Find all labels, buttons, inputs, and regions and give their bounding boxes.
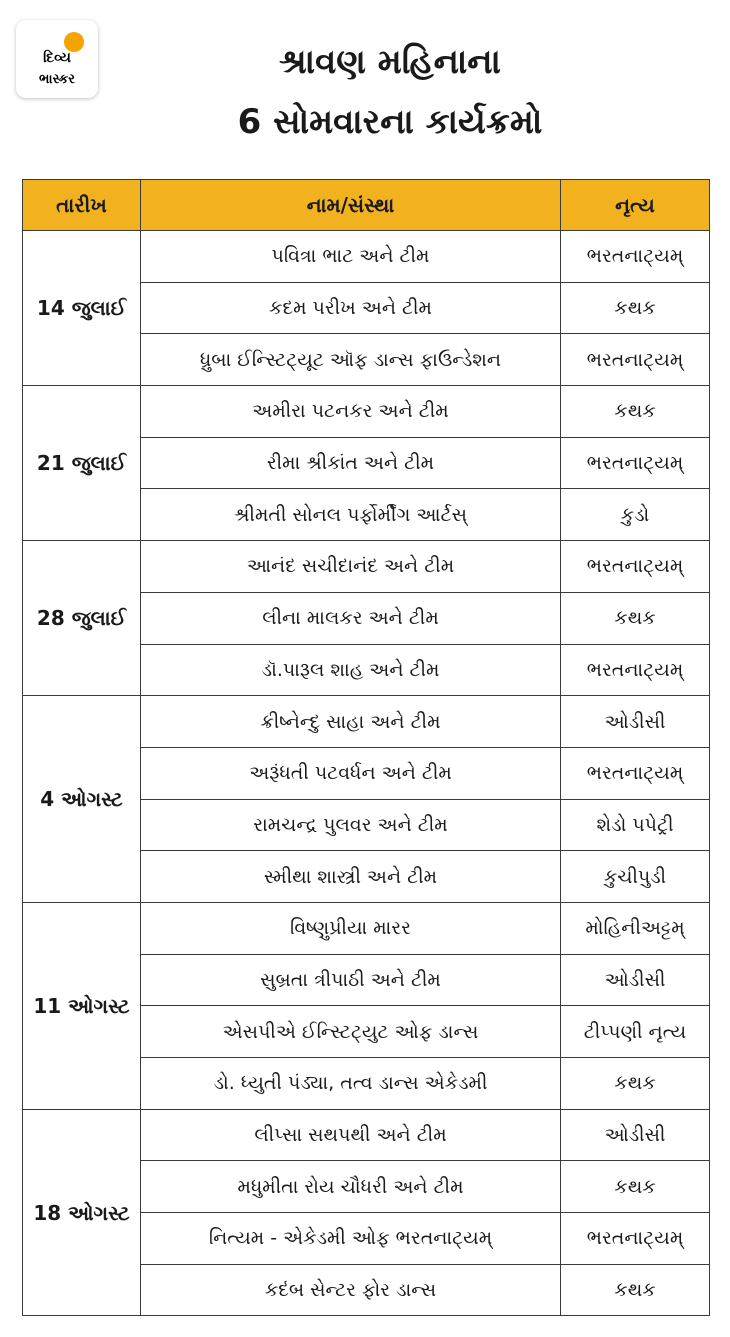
dance-cell: કથક — [561, 386, 710, 438]
dance-cell: ભરતનાટ્યમ્ — [561, 747, 710, 799]
performer-cell: ડો. ધ્યુતી પંડ્યા, તત્વ ડાન્સ એકેડમી — [141, 1058, 561, 1110]
performer-cell: મધુમીતા રોય ચૌધરી અને ટીમ — [141, 1161, 561, 1213]
performer-cell: અરૂંધતી પટવર્ધન અને ટીમ — [141, 747, 561, 799]
dance-cell: ભરતનાટ્યમ્ — [561, 644, 710, 696]
performer-cell: લીના માલકર અને ટીમ — [141, 592, 561, 644]
dance-cell: કથક — [561, 1161, 710, 1213]
date-cell: 11 ઓગસ્ટ — [23, 902, 141, 1109]
performer-cell: સ્મીથા શાસ્ત્રી અને ટીમ — [141, 851, 561, 903]
header-dance: નૃત્ય — [561, 180, 710, 231]
dance-cell: શેડો પપેટ્રી — [561, 799, 710, 851]
dance-cell: ભરતનાટ્યમ્ — [561, 437, 710, 489]
date-cell: 4 ઓગસ્ટ — [23, 696, 141, 903]
performer-cell: સુબ્રતા ત્રીપાઠી અને ટીમ — [141, 954, 561, 1006]
performer-cell: કદંબ સેન્ટર ફોર ડાન્સ — [141, 1264, 561, 1316]
dance-cell: કુડો — [561, 489, 710, 541]
performer-cell: પવિત્રા ભાટ અને ટીમ — [141, 231, 561, 283]
title-line-2: 6 સોમવારના કાર્યક્રમો — [237, 102, 543, 142]
performer-cell: ક્રીષ્નેન્દુ સાહા અને ટીમ — [141, 696, 561, 748]
performer-cell: લીપ્સા સથપથી અને ટીમ — [141, 1109, 561, 1161]
table-row — [23, 231, 710, 283]
dance-cell: ઓડીસી — [561, 696, 710, 748]
table-row — [23, 541, 710, 593]
brand-logo — [16, 20, 98, 98]
performer-cell: વિષ્ણુપ્રીયા મારર — [141, 902, 561, 954]
schedule-table — [22, 179, 710, 1316]
table-row — [23, 696, 710, 748]
table-header-row — [23, 180, 710, 231]
dance-cell: કથક — [561, 1058, 710, 1110]
dance-cell: ભરતનાટ્યમ્ — [561, 1213, 710, 1265]
dance-cell: ટીપ્પણી નૃત્ય — [561, 1006, 710, 1058]
table-row — [23, 902, 710, 954]
dance-cell: ભરતનાટ્યમ્ — [561, 541, 710, 593]
date-cell: 21 જુલાઈ — [23, 386, 141, 541]
sun-icon — [64, 32, 84, 52]
header-name: નામ/સંસ્થા — [141, 180, 561, 231]
dance-cell: મોહિનીઅટ્ટમ્ — [561, 902, 710, 954]
performer-cell: રીમા શ્રીકાંત અને ટીમ — [141, 437, 561, 489]
dance-cell: કથક — [561, 1264, 710, 1316]
dance-cell: ઓડીસી — [561, 1109, 710, 1161]
dance-cell: કથક — [561, 592, 710, 644]
title-line-1: શ્રાવણ મહિનાના — [279, 42, 501, 82]
dance-cell: ભરતનાટ્યમ્ — [561, 231, 710, 283]
logo-line-2: ભાસ્કર — [39, 72, 75, 87]
performer-cell: નિત્યમ - એકેડમી ઓફ ભરતનાટ્યમ્ — [141, 1213, 561, 1265]
performer-cell: કદમ પરીખ અને ટીમ — [141, 282, 561, 334]
dance-cell: કુચીપુડી — [561, 851, 710, 903]
dance-cell: ઓડીસી — [561, 954, 710, 1006]
performer-cell: એસપીએ ઈન્સ્ટિટ્યુટ ઓફ ડાન્સ — [141, 1006, 561, 1058]
date-cell: 14 જુલાઈ — [23, 231, 141, 386]
header-date: તારીખ — [23, 180, 141, 231]
performer-cell: ધ્રુબા ઈન્સ્ટિટ્યૂટ ઑફ ડાન્સ ફાઉન્ડેશન — [141, 334, 561, 386]
performer-cell: શ્રીમતી સોનલ પર્ફોર્મીંગ આર્ટસ્ — [141, 489, 561, 541]
dance-cell: ભરતનાટ્યમ્ — [561, 334, 710, 386]
performer-cell: રામચન્દ્ર પુલવર અને ટીમ — [141, 799, 561, 851]
date-cell: 28 જુલાઈ — [23, 541, 141, 696]
performer-cell: ડૉ.પારૂલ શાહ અને ટીમ — [141, 644, 561, 696]
logo-line-1: દિવ્ય — [43, 50, 71, 66]
performer-cell: આનંદ સચીદાનંદ અને ટીમ — [141, 541, 561, 593]
dance-cell: કથક — [561, 282, 710, 334]
table-row — [23, 386, 710, 438]
table-row — [23, 1109, 710, 1161]
date-cell: 18 ઓગસ્ટ — [23, 1109, 141, 1316]
performer-cell: અમીરા પટનકર અને ટીમ — [141, 386, 561, 438]
